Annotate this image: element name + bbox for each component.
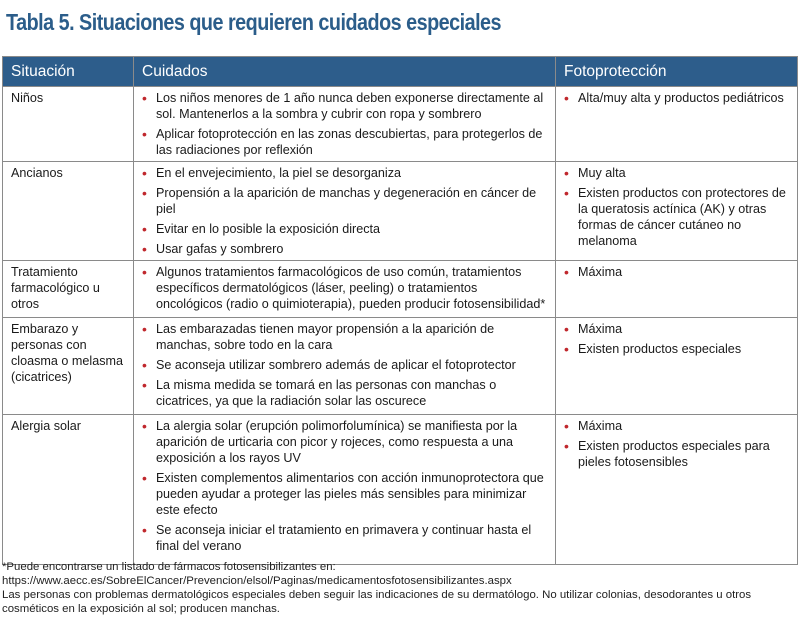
table-title: Tabla 5. Situaciones que requieren cuidados especiales: [6, 9, 502, 35]
list-item: • La alergia solar (erupción polimorfolumínica) se manifiesta por la aparición de urticaria con picor y rojeces, como respuesta a una exposición a los rayos UV: [142, 418, 547, 466]
list-item: • Muy alta: [564, 165, 789, 181]
list-item: • Aplicar fotoprotección en las zonas descubiertas, para protegerlos de las radiaciones por reflexión: [142, 126, 547, 158]
care-cell: [134, 318, 556, 415]
list-item: • La misma medida se tomará en las personas con manchas o cicatrices, ya que la radiación solar las oscurece: [142, 377, 547, 409]
care-cell: [134, 415, 556, 565]
list-item: • Existen productos especiales para pieles fotosensibles: [564, 438, 789, 470]
situation-cell: Alergia solar: [3, 415, 134, 565]
header-row: [3, 57, 798, 87]
situation-cell: Tratamiento farmacológico u otros: [3, 261, 134, 318]
list-item: • Alta/muy alta y productos pediátricos: [564, 90, 789, 106]
footnotes: [2, 560, 797, 616]
care-cell: [134, 87, 556, 162]
footnote-link: *Puede encontrarse un listado de fármacos fotosensibilizantes en: https://www.aecc.es/SobreElCancer/Prevencion/elsol/Paginas/medicamentosfotosensibilizantes.aspx: [2, 561, 512, 587]
footnote-advice: Las personas con problemas dermatológicos especiales deben seguir las indicaciones de su dermatólogo. No utilizar colonias, desodorantes u otros cosméticos en la exposición al sol; producen manchas.: [2, 589, 752, 615]
list-item: • Usar gafas y sombrero: [142, 241, 547, 257]
care-cell: [134, 261, 556, 318]
table-row: [3, 318, 798, 415]
list-item: • Propensión a la aparición de manchas y degeneración en cáncer de piel: [142, 185, 547, 217]
photoprotection-cell: [556, 415, 798, 565]
table-row: [3, 415, 798, 565]
photoprotection-cell: [556, 162, 798, 261]
list-item: • Los niños menores de 1 año nunca deben exponerse directamente al sol. Mantenerlos a la sombra y cubrir con ropa y sombrero: [142, 90, 547, 122]
list-item: • Se aconseja iniciar el tratamiento en primavera y continuar hasta el final del verano: [142, 522, 547, 554]
photoprotection-cell: [556, 261, 798, 318]
table-row: [3, 162, 798, 261]
photoprotection-cell: [556, 318, 798, 415]
list-item: • Las embarazadas tienen mayor propensión a la aparición de manchas, sobre todo en la cara: [142, 321, 547, 353]
header-situation: Situación: [3, 57, 134, 87]
list-item: • Existen productos especiales: [564, 341, 789, 357]
table-row: [3, 87, 798, 162]
list-item: • Se aconseja utilizar sombrero además de aplicar el fotoprotector: [142, 357, 547, 373]
situation-cell: Niños: [3, 87, 134, 162]
situation-cell: Ancianos: [3, 162, 134, 261]
list-item: • Máxima: [564, 264, 789, 280]
header-care: Cuidados: [134, 57, 556, 87]
header-photoprotection: Fotoprotección: [556, 57, 798, 87]
list-item: • Evitar en lo posible la exposición directa: [142, 221, 547, 237]
list-item: • Algunos tratamientos farmacológicos de uso común, tratamientos específicos dermatológicos (láser, peeling) o tratamientos oncológicos (radio o quimioterapia), pueden producir fotosensibilidad*: [142, 264, 547, 312]
list-item: • En el envejecimiento, la piel se desorganiza: [142, 165, 547, 181]
care-table: [2, 56, 798, 565]
list-item: • Máxima: [564, 321, 789, 337]
photoprotection-cell: [556, 87, 798, 162]
list-item: • Existen productos con protectores de la queratosis actínica (AK) y otras formas de cáncer cutáneo no melanoma: [564, 185, 789, 249]
situation-cell: Embarazo y personas con cloasma o melasma (cicatrices): [3, 318, 134, 415]
table-row: [3, 261, 798, 318]
list-item: • Máxima: [564, 418, 789, 434]
care-cell: [134, 162, 556, 261]
list-item: • Existen complementos alimentarios con acción inmunoprotectora que pueden ayudar a proteger las pieles más sensibles para minimizar este efecto: [142, 470, 547, 518]
